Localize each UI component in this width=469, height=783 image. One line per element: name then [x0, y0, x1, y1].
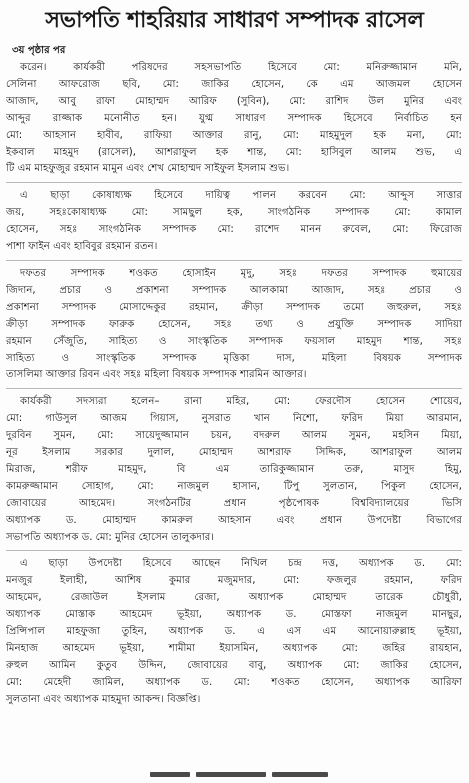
text-line: অধ্যাপক ড. মোহাম্মদ কামরুল আহসান এবং প্রধান উপদেষ্টা বিভাগের	[6, 514, 462, 526]
text-line: জিদান, প্রচার ও প্রকাশনা সম্পাদক আলকামা আজাদ, সহঃ প্রচার ও	[6, 284, 462, 296]
text-line: নূর ইসলাম সরকার দুলাল, মোহাম্মদ আশরাফ সিদ্দিক, আশরাফুল আলম	[6, 447, 462, 459]
paragraph	[6, 556, 462, 708]
paragraph-divider	[6, 182, 462, 183]
paragraph-divider	[6, 550, 462, 551]
text-line: অধ্যাপক মোস্তাক আহমেদ ভূইয়া, অধ্যাপক ড. মোস্তফা নাজমুল মানছুর,	[6, 609, 462, 621]
paragraph	[6, 394, 462, 546]
text-line: সভাপতি অধ্যাপক ড. মো: মুনির হোসেন তালুকদার।	[6, 531, 215, 543]
article-body	[6, 60, 462, 713]
text-line: রহমান সেঁজুতি, সাহিত্য ও সাংস্কৃতিক সম্পাদক ফয়সাল মাহমুদ শান্ত, সহঃ	[6, 335, 462, 347]
text-line: আজাদ, আবু রাফা মোহাম্মদ আরিফ (সুবিন), মো: রাশিদ উল মুনির এবং	[6, 95, 462, 107]
text-line: কামরুজ্জামান সোহাগ, মো: নাজমুল হাসান, টিপু সুলতান, পিকুল হোসেন,	[6, 480, 462, 492]
text-line: কার্যকরী সদস্যরা হলেন– রানা মহির, মো: ফেরদৌস হোসেন শোয়েব,	[20, 396, 462, 408]
text-line: দুরবিন সুমন, মো: সায়েদুজ্জামান চয়ন, বদরুল আলম সুমন, মহসিন মিয়া,	[6, 430, 462, 442]
text-line: মো: গাউসুল আজম গিয়াস, নুসরাত খান নিশো, ফরিদ মিয়া আরমান,	[6, 413, 462, 425]
text-line: মো: আহসান হাবীব, রাফিয়া আক্তার রানু, মো: মাহমুদুল হক মনা, মো:	[6, 129, 462, 141]
text-line: পাশা ফাইন এবং হাবিবুর রহমান রতন।	[6, 241, 158, 253]
text-line: মনজুর ইলাহী, আশিষ কুমার মজুমদার, মো: ফজলুর রহমান, ফরিদ	[6, 575, 462, 587]
headline: সভাপতি শাহরিয়ার সাধারণ সম্পাদক রাসেল	[45, 8, 424, 33]
text-line: মিনহাজ আহমেদ ভূইয়া, শামীমা ইয়াসমিন, অধ্যাপক মো: জহির রায়হান,	[6, 643, 462, 654]
text-line: হোসেন, সহঃ সাংগঠনিক সম্পাদক মো: রাশেদ মানন রুবেল, মো: ফিরোজ	[6, 224, 462, 236]
paragraph	[6, 60, 462, 178]
text-line: মো: মেহেদী জামিল, অধ্যাপক ড. মো: শওকত হোসেন, অধ্যাপক আরিফা	[6, 676, 462, 688]
cropped-glyph-fragment	[150, 772, 190, 777]
text-line: এ ছাড়া কোষাধ্যক্ষ হিসেবে দায়িত্ব পালন করবেন মো: আব্দুস সাত্তার	[20, 190, 462, 202]
text-line: আহমেদ, রেজাউল ইসলাম রেজা, অধ্যাপক মোহাম্মদ তারেক চৌধুরী,	[6, 592, 462, 604]
paragraph-divider	[6, 388, 462, 389]
text-line: প্রিন্সিপাল মাহফুজা তুহিন, অধ্যাপক ড. এ এস এম আনোয়ারুল্লাহ ভূইয়া,	[6, 626, 462, 638]
cropped-glyph-fragment	[196, 772, 266, 777]
continued-from-label: ৩য় পৃষ্ঠার পর	[12, 45, 66, 56]
text-line: ক্রীড়া সম্পাদক ফারুক হোসেন, সহঃ তথ্য ও প্রযুক্তি সম্পাদক সাদিয়া	[6, 318, 462, 330]
text-line: তাসলিমা আক্তার রিবন এবং সহঃ মহিলা বিষয়ক সম্পাদক শারমিন আক্তার।	[6, 369, 307, 381]
text-line: রুহুল আমিন কুতুব উদ্দিন, জোবায়ের বাবু, অধ্যাপক মো: জাকির হোসেন,	[6, 659, 462, 671]
text-line: সুলতানা এবং অধ্যাপক মাহমুদা আকন্দ। বিজ্ঞপ্তি।	[6, 693, 201, 705]
text-line: জোবায়ের আহমেদ। সংগঠনটির প্রধান পৃষ্ঠপোষক বিশ্ববিদ্যালয়ের ভিসি	[6, 497, 462, 509]
text-line: করেন। কার্যকরী পরিষদের সহসভাপতি হিসেবে মো: মনিরুজ্জামান মনি,	[20, 62, 462, 73]
text-line: দফতর সম্পাদক শওকত হোসাইন মৃদু, সহঃ দফতর সম্পাদক হুমায়ের	[20, 267, 462, 279]
text-line: সেলিনা আফরোজ ছবি, মো: জাকির হোসেন, কে এম আজমল হোসেন	[6, 78, 462, 90]
paragraph	[6, 266, 462, 384]
text-line: প্রকাশনা সম্পাদক মোসাদ্দেকুর রহমান, ক্রীড়া সম্পাদক তমো জহুরুল, সহঃ	[6, 301, 462, 313]
cropped-glyph-fragment	[272, 772, 328, 777]
paragraph	[6, 188, 462, 256]
text-line: ইকবাল মাহমুদ (রাসেল), আশরাফুল হক শান্ত, মো: হাসিবুল আলম শুভ, এ	[6, 146, 462, 158]
text-line: জয়, সহঃকোষাধ্যক্ষ মো: সামছুল হক, সাংগঠনিক সম্পাদক মো: কামাল	[6, 207, 462, 219]
text-line: সাহিত্য ও সাংস্কৃতিক সম্পাদক মৃত্তিকা দাস, মহিলা বিষয়ক সম্পাদক	[6, 352, 462, 364]
text-line: এ ছাড়া উপদেষ্টা হিসেবে আছেন নিখিল চন্দ্র দত্ত, অধ্যাপক ড. মো:	[20, 558, 462, 570]
text-line: আব্দুর রাজ্জাক মনোনীত হন। যুগ্ম সাধারণ সম্পাদক হিসেবে নির্বাচিত হন	[6, 112, 462, 124]
paragraph-divider	[6, 260, 462, 261]
text-line: টি এম মাহফুজুর রহমান মামুন এবং শেখ মোহাম্মদ সাইফুল ইসলাম শুভ।	[6, 163, 290, 175]
cropped-next-line	[0, 770, 469, 783]
text-line: মিরাজ, শরীফ মাহমুদ, বি এম তারিকুজ্জামান তরু, মাসুদ হিমু,	[6, 463, 462, 475]
